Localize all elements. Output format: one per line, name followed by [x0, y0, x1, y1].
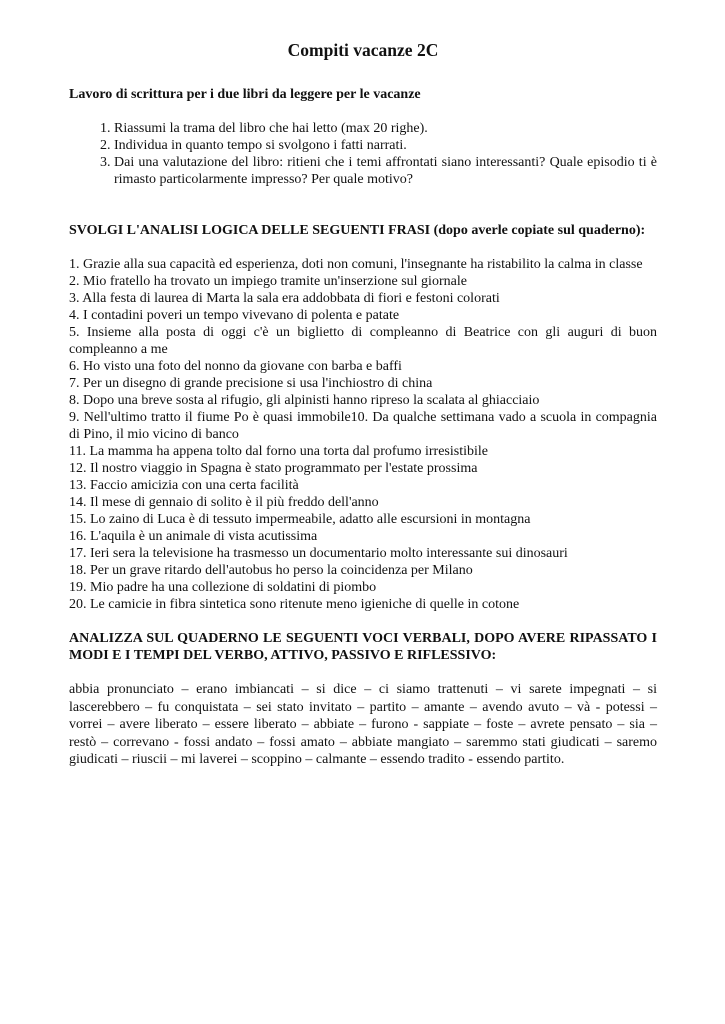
list-item: 20. Le camicie in fibra sintetica sono ritenute meno igieniche di quelle in cotone [69, 597, 520, 612]
page-title: Compiti vacanze 2C [287, 40, 439, 60]
list-item: 9. Nell'ultimo tratto il fiume Po è quasi immobile10. Da qualche settimana vado a scuola in compagnia di Pino, il mio vicino di banco [69, 410, 657, 442]
verb-analysis-heading: ANALIZZA SUL QUADERNO LE SEGUENTI VOCI VERBALI, DOPO AVERE RIPASSATO I MODI E I TEMPI DEL VERBO, ATTIVO, PASSIVO E RIFLESSIVO: [69, 631, 657, 663]
logical-analysis-heading: SVOLGI L'ANALISI LOGICA DELLE SEGUENTI FRASI (dopo averle copiate sul quaderno): [69, 223, 646, 238]
list-item: 14. Il mese di gennaio di solito è il più freddo dell'anno [69, 495, 379, 510]
list-item: 5. Insieme alla posta di oggi c'è un biglietto di compleanno di Beatrice con gli auguri di buon compleanno a me [69, 325, 657, 357]
writing-task-list [69, 120, 657, 188]
list-item: 2. Mio fratello ha trovato un impiego tramite un'inserzione sul giornale [69, 274, 467, 289]
list-item: 16. L'aquila è un animale di vista acutissima [69, 529, 318, 544]
writing-task-heading: Lavoro di scrittura per i due libri da leggere per le vacanze [69, 87, 421, 102]
list-item: 3. Dai una valutazione del libro: ritieni che i temi affrontati siano interessanti? Quale episodio ti è rimasto particolarmente impresso? Per quale motivo? [114, 154, 657, 188]
list-item: 13. Faccio amicizia con una certa facilità [69, 478, 299, 493]
list-item: 7. Per un disegno di grande precisione si usa l'inchiostro di china [69, 376, 433, 391]
document-page [69, 40, 657, 783]
list-item: 6. Ho visto una foto del nonno da giovane con barba e baffi [69, 359, 402, 374]
list-item: 19. Mio padre ha una collezione di soldatini di piombo [69, 580, 377, 595]
verb-forms-paragraph: abbia pronunciato – erano imbiancati – si dice – ci siamo trattenuti – vi sarete impegnati – si lascerebbero – fu conquistata – sei stato invitato – partito – amante – avendo avuto – và - potessi – vorrei – avere liberato – essere liberato – abbiate – furono - sappiate – foste – avrete pensato – sia – restò – correvano - fossi andato – fossi amato – abbiate mangiato – saremmo stati giudicati – saremo giudicati – riuscii – mi laverei – scoppino – calmante – essendo tradito - essendo partito. [69, 682, 657, 767]
list-item: 3. Alla festa di laurea di Marta la sala era addobbata di fiori e festoni colorati [69, 291, 500, 306]
list-item: 8. Dopo una breve sosta al rifugio, gli alpinisti hanno ripreso la scalata al ghiacciaio [69, 393, 540, 408]
list-item: 2. Individua in quanto tempo si svolgono i fatti narrati. [114, 137, 657, 154]
list-item: 1. Grazie alla sua capacità ed esperienza, doti non comuni, l'insegnante ha ristabilito la calma in classe [69, 257, 643, 272]
list-item: 4. I contadini poveri un tempo vivevano di polenta e patate [69, 308, 400, 323]
list-item: 12. Il nostro viaggio in Spagna è stato programmato per l'estate prossima [69, 461, 478, 476]
list-item: 17. Ieri sera la televisione ha trasmesso un documentario molto interessante sui dinosauri [69, 546, 568, 561]
list-item: 11. La mamma ha appena tolto dal forno una torta dal profumo irresistibile [69, 444, 488, 459]
list-item: 18. Per un grave ritardo dell'autobus ho perso la coincidenza per Milano [69, 563, 473, 578]
list-item: 15. Lo zaino di Luca è di tessuto impermeabile, adatto alle escursioni in montagna [69, 512, 531, 527]
sentence-list [69, 256, 657, 613]
list-item: 1. Riassumi la trama del libro che hai letto (max 20 righe). [114, 120, 657, 137]
